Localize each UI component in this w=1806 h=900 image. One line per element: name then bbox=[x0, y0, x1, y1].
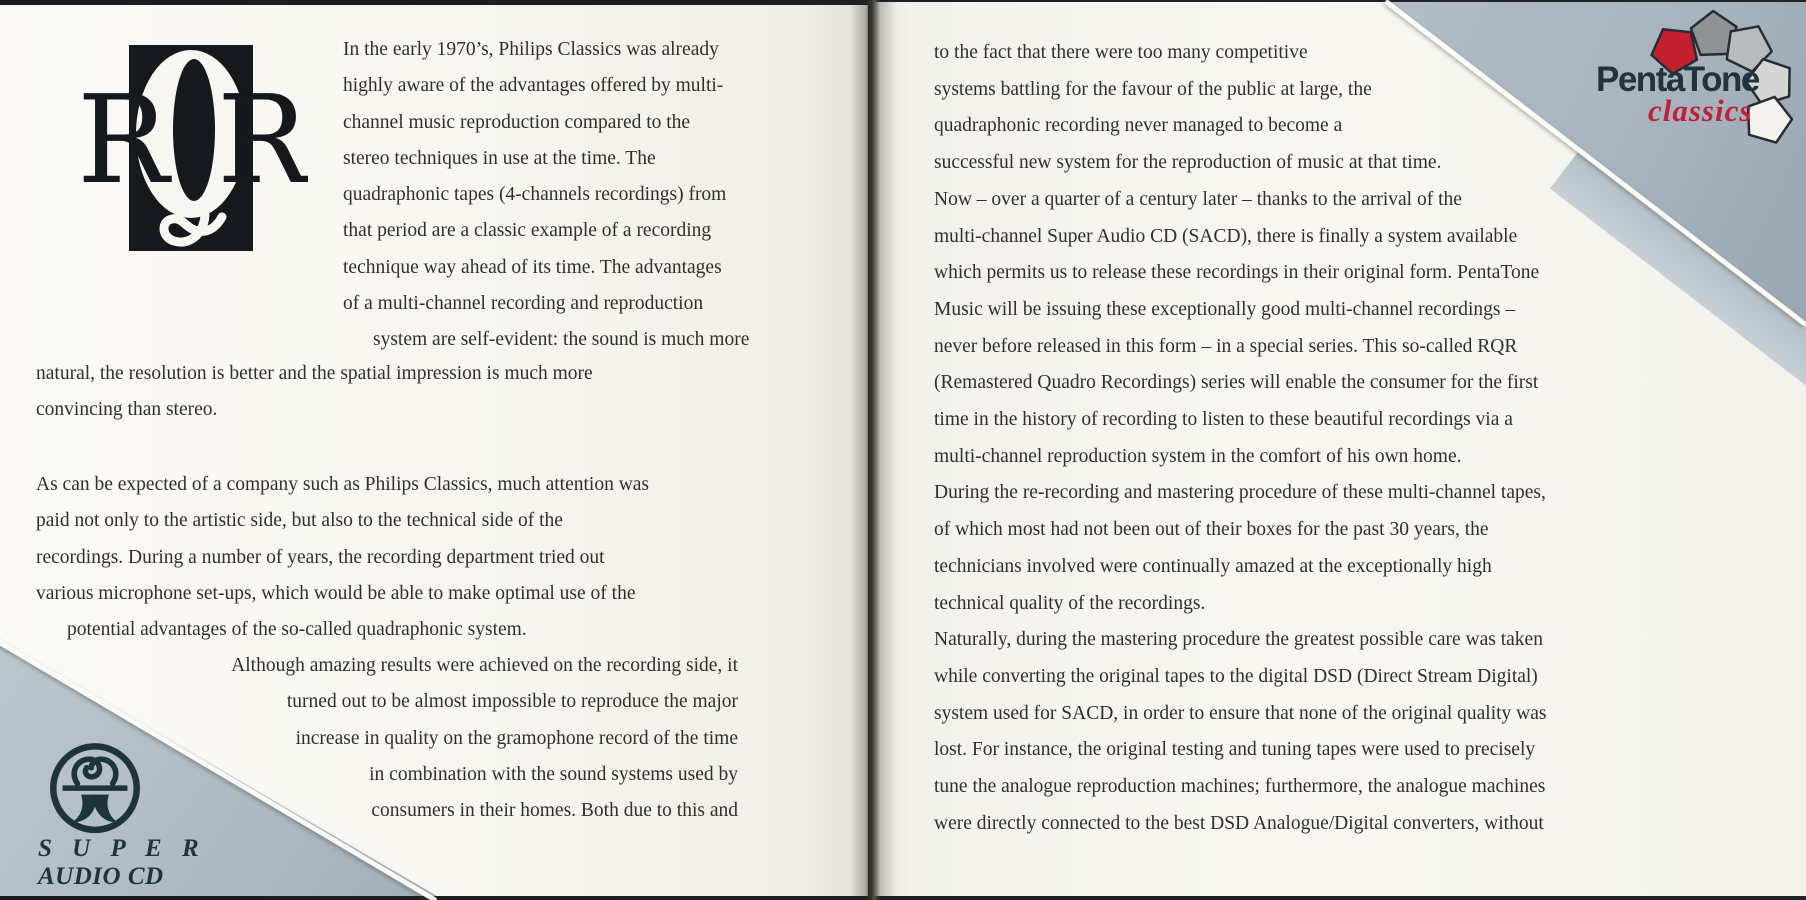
text-line: Although amazing results were achieved on the recording side, it bbox=[231, 655, 738, 676]
rqr-logo bbox=[76, 38, 308, 264]
text-line: increase in quality on the gramophone record of the time bbox=[295, 727, 738, 749]
sacd-emblem-icon bbox=[44, 739, 146, 841]
text-line: potential advantages of the so-called quadraphonic system. bbox=[67, 619, 527, 641]
text-line: successful new system for the reproduction of music at that time. bbox=[934, 152, 1442, 174]
text-line: During the re-recording and mastering procedure of these multi-channel tapes, bbox=[934, 482, 1546, 504]
text-line: As can be expected of a company such as Philips Classics, much attention was bbox=[36, 474, 650, 495]
text-line: of a multi-channel recording and reproduction bbox=[343, 293, 704, 315]
pentatone-brand-label: PentaTone bbox=[1596, 60, 1759, 99]
text-line: quadraphonic tapes (4-channels recordings) from bbox=[343, 184, 727, 206]
text-line: which permits us to release these recordings in their original form. PentaTone bbox=[934, 262, 1540, 284]
rqr-letter-left: R bbox=[77, 69, 169, 211]
text-line: paid not only to the artistic side, but also to the technical side of the bbox=[36, 510, 563, 532]
sacd-super-label: S U P E R bbox=[38, 835, 206, 862]
right-page-text bbox=[934, 35, 1547, 842]
text-line: never before released in this form – in a special series. This so-called RQR bbox=[934, 335, 1518, 357]
text-line: time in the history of recording to listen to these beautiful recordings via a bbox=[934, 409, 1513, 431]
text-line: technique way ahead of its time. The advantages bbox=[343, 256, 722, 278]
text-line: various microphone set-ups, which would be able to make optimal use of the bbox=[36, 582, 636, 604]
right-page bbox=[874, 2, 1806, 896]
text-line: In the early 1970’s, Philips Classics was already bbox=[343, 39, 719, 60]
text-line: that period are a classic example of a recording bbox=[343, 220, 712, 242]
text-line: stereo techniques in use at the time. The bbox=[343, 147, 656, 169]
text-line: technicians involved were continually amazed at the exceptionally high bbox=[934, 555, 1492, 577]
text-line: tune the analogue reproduction machines; furthermore, the analogue machines bbox=[934, 776, 1546, 798]
text-line: quadraphonic recording never managed to become a bbox=[934, 115, 1343, 137]
text-line: systems battling for the favour of the public at large, the bbox=[934, 78, 1372, 100]
text-line: system used for SACD, in order to ensure that none of the original quality was bbox=[934, 702, 1547, 724]
text-line: natural, the resolution is better and the spatial impression is much more bbox=[36, 363, 593, 384]
paragraph-beside-logo bbox=[343, 32, 749, 359]
rqr-letter-right: R bbox=[217, 69, 308, 211]
text-line: Music will be issuing these exceptionally good multi-channel recordings – bbox=[934, 298, 1516, 320]
text-line: multi-channel Super Audio CD (SACD), there is finally a system available bbox=[934, 225, 1518, 247]
sacd-audio-cd-label: AUDIO CD bbox=[38, 863, 164, 890]
text-line: (Remastered Quadro Recordings) series will enable the consumer for the first bbox=[934, 372, 1539, 394]
text-line: consumers in their homes. Both due to this and bbox=[371, 800, 738, 822]
text-line: channel music reproduction compared to the bbox=[343, 111, 691, 133]
text-line: of which most had not been out of their boxes for the past 30 years, the bbox=[934, 519, 1489, 541]
text-line: Now – over a quarter of a century later – thanks to the arrival of the bbox=[934, 188, 1462, 210]
text-line: technical quality of the recordings. bbox=[934, 592, 1206, 614]
text-line: were directly connected to the best DSD Analogue/Digital converters, without bbox=[934, 812, 1544, 834]
paragraph-one-continued bbox=[36, 356, 593, 429]
text-line: highly aware of the advantages offered by multi- bbox=[343, 75, 724, 97]
pentatone-classics-label: classics bbox=[1648, 93, 1753, 128]
text-line: system are self-evident: the sound is much more bbox=[373, 329, 750, 351]
text-line: Naturally, during the mastering procedure the greatest possible care was taken bbox=[934, 629, 1543, 651]
paragraph-two bbox=[36, 467, 649, 648]
text-line: to the fact that there were too many competitive bbox=[934, 42, 1308, 63]
text-line: multi-channel reproduction system in the comfort of his own home. bbox=[934, 445, 1462, 467]
text-line: lost. For instance, the original testing and tuning tapes were used to precisely bbox=[934, 739, 1536, 761]
text-line: while converting the original tapes to the digital DSD (Direct Stream Digital) bbox=[934, 665, 1538, 687]
left-page bbox=[0, 5, 868, 896]
rqr-logo-icon bbox=[76, 38, 308, 264]
text-line: turned out to be almost impossible to reproduce the major bbox=[286, 691, 738, 713]
text-line: in combination with the sound systems used by bbox=[369, 763, 738, 785]
text-line: convincing than stereo. bbox=[36, 399, 218, 421]
text-line: recordings. During a number of years, the recording department tried out bbox=[36, 546, 605, 568]
